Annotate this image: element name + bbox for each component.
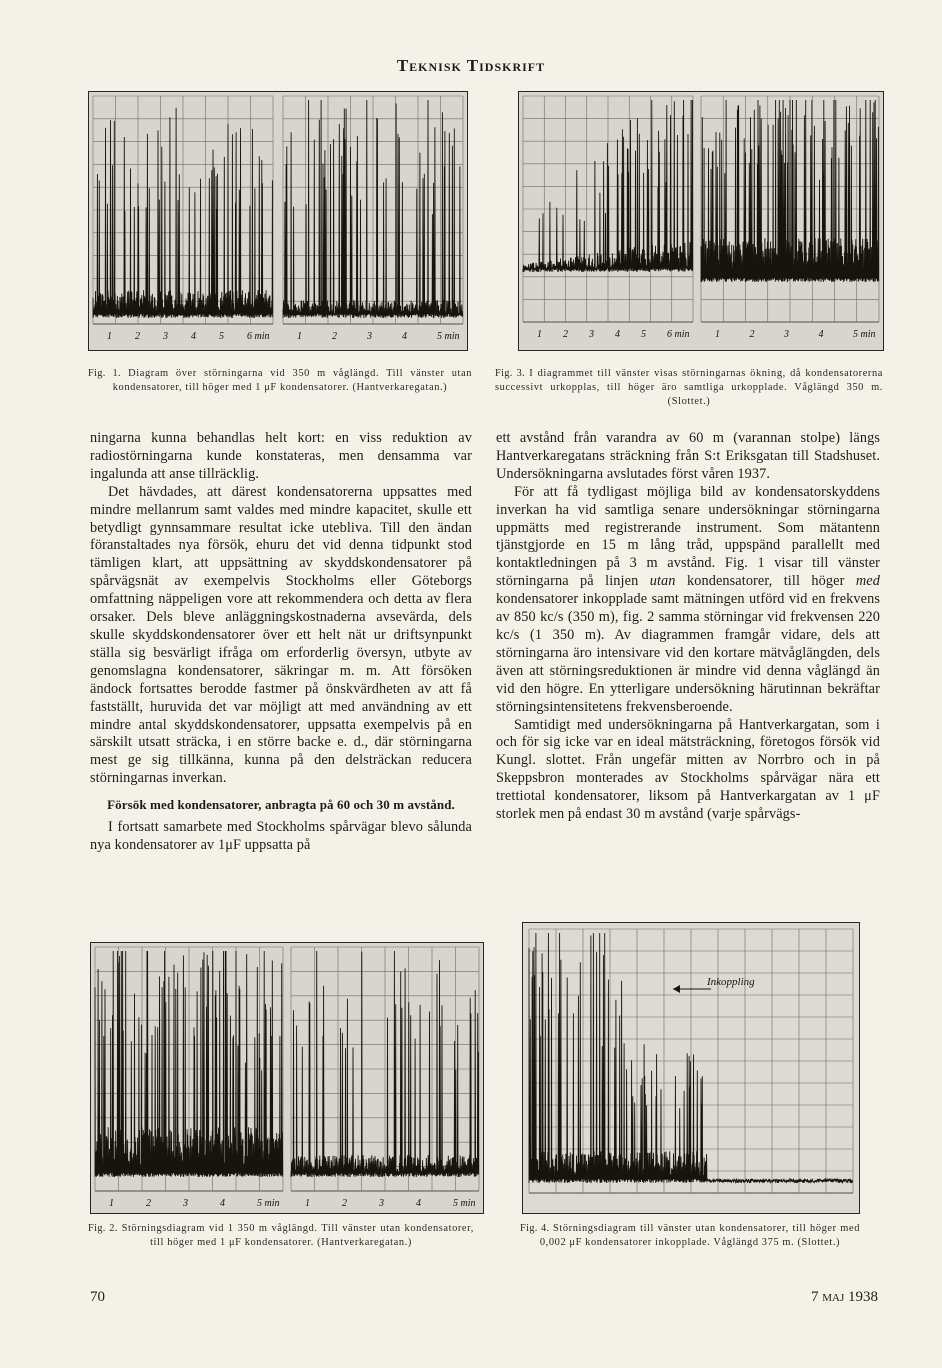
time-tick-label: 2 xyxy=(563,329,568,340)
figure-1-diagram xyxy=(88,91,468,351)
left-column-text xyxy=(90,430,472,855)
section-heading: Försök med kondensatorer, anbragta på 60 och 30 m avstånd. xyxy=(107,797,455,813)
figure-4-caption-label: Fig. 4. xyxy=(520,1223,550,1234)
time-tick-label: 4 xyxy=(220,1198,225,1209)
time-tick-label: 3 xyxy=(163,331,168,342)
left-paragraph-1: ningarna kunna behandlas helt kort: en viss reduktion av radiostörningarna kunde konstateras, men densamma var ingalunda att anse tillräcklig. xyxy=(90,430,472,482)
right-paragraph-3: Samtidigt med undersökningarna på Hantverkargatan, som i och för sig icke var en ideal mätsträckning, företogos försök vid Kungl. slottet. Från ungefär mitten av Norrbro och in på Skeppsbron monterades av Stockholms spårvägar nära ett trettiotal kondensatorer, liksom på Hantverkargatan av 1 μF storlek men på endast 30 m avstånd (varje spårvägs- xyxy=(496,716,880,823)
figure-4-caption-text: Störningsdiagram till vänster utan kondensatorer, till höger med 0,002 μF kondensatorer inkopplade. Våglängd 375 m. (Slottet.) xyxy=(539,1223,860,1248)
right-paragraph-2-a: För att få tydligast möjliga bild av kondensatorskyddens inverkan ha vid samtliga senare undersökningar störningarna uppmätts med registrerande instrument. Som mätantenn tjänstgjorde en 15 m lång tråd, uppspänd parallellt med kontaktledningen på 3 m avstånd. Fig. 1 visar till vänster störningarna på linjen xyxy=(496,483,880,590)
time-tick-label: 2 xyxy=(135,331,140,342)
fig4-panel xyxy=(529,929,853,1193)
figure-1-caption-label: Fig. 1. xyxy=(88,368,121,379)
time-tick-label: 4 xyxy=(818,329,824,340)
figure-4-diagram xyxy=(522,922,860,1214)
time-tick-label: 1 xyxy=(297,331,302,342)
time-tick-label: 3 xyxy=(589,329,594,340)
figure-2-caption-label: Fig. 2. xyxy=(88,1223,118,1234)
time-tick-label: 4 xyxy=(402,331,407,342)
time-tick-label: 1 xyxy=(537,329,542,340)
right-paragraph-2-c: kondensatorer inkopplade samt mätningen utförd vid en frekvens av 850 kc/s (350 m), fig. 2 samma störningar vid frekvensen 220 kc/s (1 350 m). Av diagrammen framgår vidare, dels att störningarna äro intensivare vid den kortare mätvåglängden, dels även att störningsreduktionen är mindre vid denna våglängd än vid den högre. En ytterligare undersökning härutinnan bekräftar störningsintensitetens frekvensberoende. xyxy=(496,591,880,715)
figure-2-caption xyxy=(88,1222,474,1250)
time-tick-label: 5 min xyxy=(453,1198,476,1209)
right-column-text xyxy=(496,430,880,824)
fig2-right-panel xyxy=(291,947,479,1209)
time-tick-label: 6 min xyxy=(667,329,690,340)
figure-3-caption-text: I diagrammet till vänster visas störningarnas ökning, då kondensatorerna successivt urkopplas, till höger äro samtliga urkopplade. Våglängd 350 m. (Slottet.) xyxy=(495,368,883,407)
fig3-left-panel xyxy=(523,96,693,340)
time-tick-label: 3 xyxy=(784,329,789,340)
time-tick-label: 2 xyxy=(332,331,337,342)
fig1-left-panel xyxy=(93,96,273,342)
fig1-right-panel xyxy=(283,96,463,342)
time-tick-label: 4 xyxy=(416,1198,421,1209)
time-tick-label: 1 xyxy=(109,1198,114,1209)
left-paragraph-3: I fortsatt samarbete med Stockholms spårvägar blevo sålunda nya kondensatorer av 1μF uppsatta på xyxy=(90,819,472,854)
figure-3-caption-label: Fig. 3. xyxy=(495,368,526,379)
time-tick-label: 6 min xyxy=(247,331,270,342)
left-paragraph-2: Det hävdades, att därest kondensatorerna uppsattes med mindre mellanrum samt valdes med mindre kapacitet, skulle ett betydligt gynnsammare resultat icke utebliva. Till den ändan föranstaltades nya försök, ehuru det vid denna tidpunkt stod tämligen klart, att uppsättning av skyddskondensatorer på spårvägsnät av exempelvis Stockholms eller Göteborgs omfattning näppeligen vore att rekommendera och detta av flera orsaker. Dels bleve anläggningskostnaderna avsevärda, dels skulle skyddskondensatorer över ett helt nät ur driftsynpunkt ställa sig besvärligt ifråga om erforderlig översyn, utbyte av genomslagna kondensatorer, säkringar m. m. Att försöken ändock fortsattes berodde fastmer på önskvärdheten av att få fastställt, huruvida det var möjligt att med användning av ett mindre antal skyddskondensatorer, uppsatta exempelvis på en särskilt utsatt sträcka, i en större backe e. d., där störningarna mest ge sig tillkänna, kunna på den delsträckan reducera störningarnas inverkan. xyxy=(90,483,472,787)
annotation-arrowhead xyxy=(673,985,680,993)
fig2-left-panel xyxy=(95,947,283,1209)
inkoppling-annotation xyxy=(673,976,755,993)
time-tick-label: 3 xyxy=(367,331,372,342)
figure-2-caption-text: Störningsdiagram vid 1 350 m våglängd. Till vänster utan kondensatorer, till höger med 1 μF kondensatorer. (Hantverkaregatan.) xyxy=(121,1223,474,1248)
recorder-trace xyxy=(701,100,879,282)
time-tick-label: 4 xyxy=(615,329,620,340)
time-tick-label: 3 xyxy=(379,1198,384,1209)
right-paragraph-2-b: kondensatorer, till höger xyxy=(675,573,856,590)
time-tick-label: 5 xyxy=(219,331,224,342)
time-tick-label: 5 min xyxy=(257,1198,280,1209)
figure-1-caption-text: Diagram över störningarna vid 350 m våglängd. Till vänster utan kondensatorer, till höger med 1 μF kondensatorer. (Hantverkaregatan.) xyxy=(112,368,473,393)
time-tick-label: 5 min xyxy=(437,331,460,342)
fig3-right-panel xyxy=(701,96,879,340)
time-tick-label: 5 xyxy=(641,329,646,340)
time-tick-label: 1 xyxy=(715,329,720,340)
emphasis-med: med xyxy=(855,573,880,590)
journal-title: Teknisk Tidskrift xyxy=(396,56,546,75)
figure-3-caption xyxy=(495,367,883,409)
figure-1-caption xyxy=(88,367,472,395)
time-tick-label: 2 xyxy=(342,1198,347,1209)
figure-2-diagram xyxy=(90,942,484,1214)
time-tick-label: 1 xyxy=(107,331,112,342)
right-paragraph-1: ett avstånd från varandra av 60 m (varannan stolpe) längs Hantverkaregatans sträckning från S:t Eriksgatan till Stadshuset. Undersökningarna avslutades först våren 1937. xyxy=(496,430,880,482)
time-tick-label: 3 xyxy=(183,1198,188,1209)
figure-3-diagram xyxy=(518,91,884,351)
time-tick-label: 4 xyxy=(191,331,196,342)
time-tick-label: 5 min xyxy=(853,329,876,340)
figure-4-caption xyxy=(520,1222,860,1250)
issue-date: 7 maj 1938 xyxy=(810,1289,878,1305)
emphasis-utan: utan xyxy=(649,573,676,590)
time-tick-label: 2 xyxy=(146,1198,151,1209)
right-paragraph-2 xyxy=(496,484,880,717)
time-tick-label: 2 xyxy=(749,329,755,340)
annotation-label: Inkoppling xyxy=(707,976,755,988)
time-tick-label: 1 xyxy=(305,1198,310,1209)
page-number: 70 xyxy=(90,1289,105,1305)
